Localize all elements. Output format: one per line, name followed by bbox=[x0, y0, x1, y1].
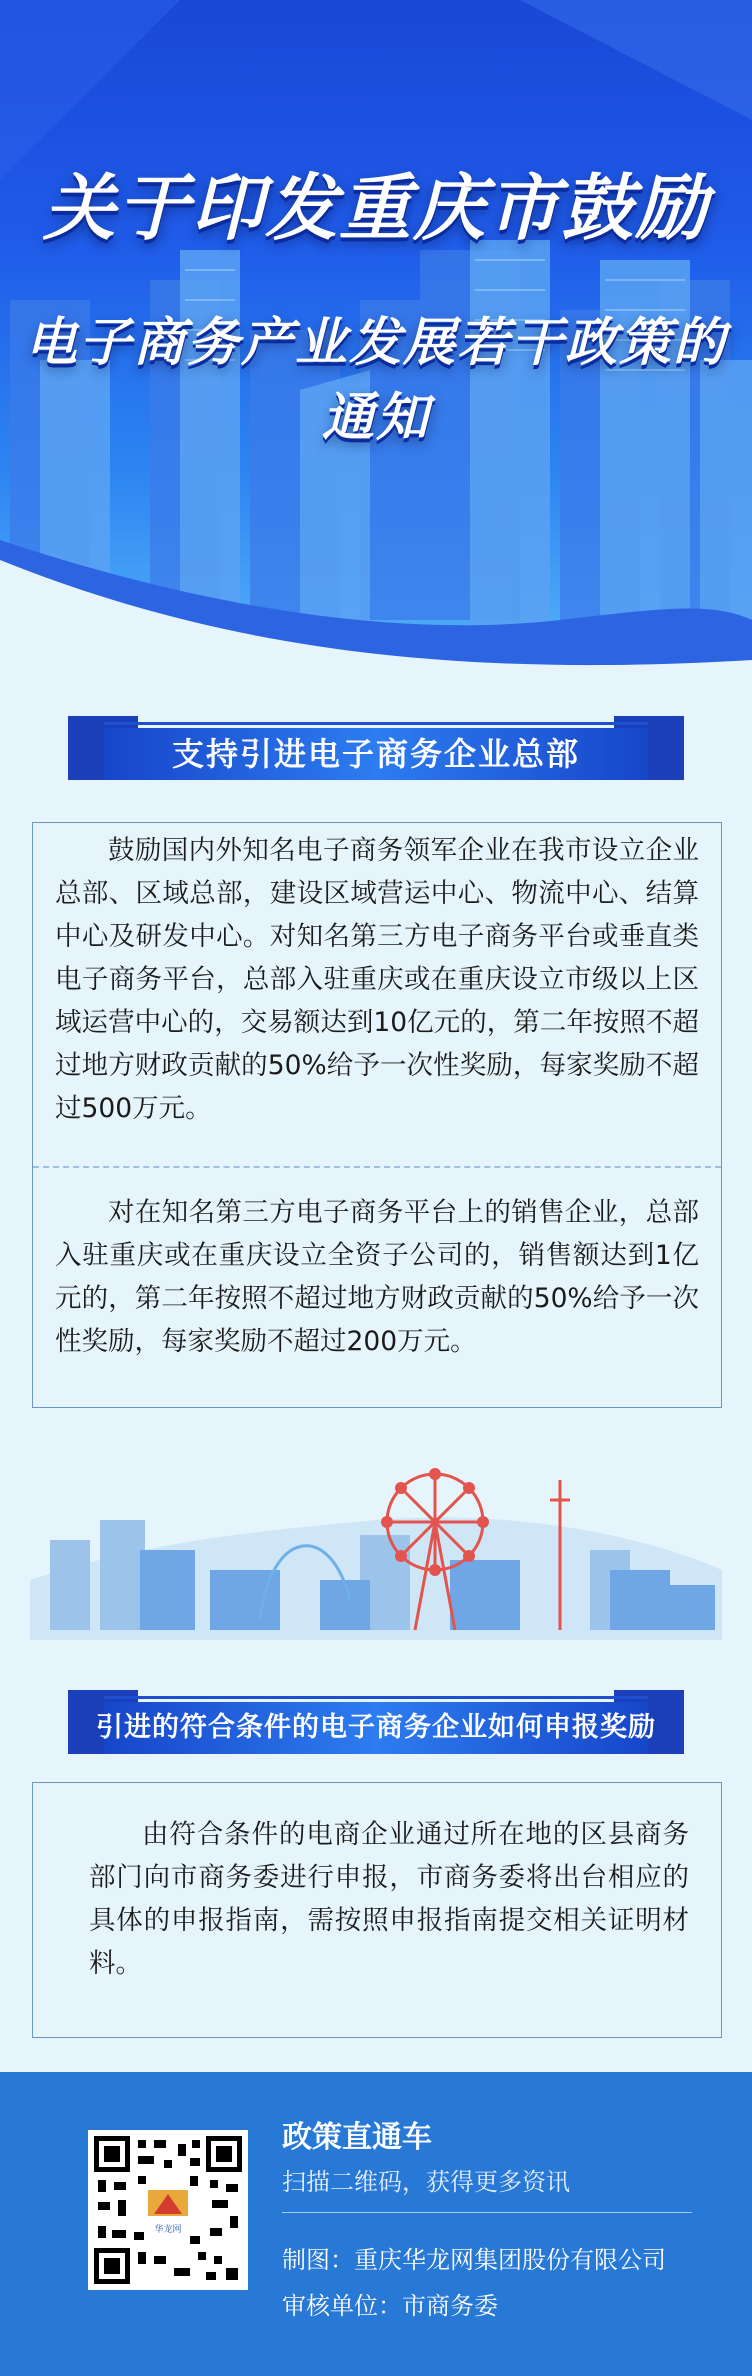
page-title-line2: 电子商务产业发展若干政策的通知 bbox=[24, 313, 727, 448]
section2-paragraph: 由符合条件的电商企业通过所在地的区县商务部门向市商务委进行申报，市商务委将出台相应的具体的申报指南，需按照申报指南提交相关证明材料。 bbox=[89, 1819, 689, 1979]
footer bbox=[0, 2072, 752, 2376]
footer-divider bbox=[282, 2212, 692, 2213]
page-title-line1: 关于印发重庆市鼓励 bbox=[42, 166, 709, 250]
section2-banner-label: 引进的符合条件的电子商务企业如何申报奖励 bbox=[96, 1712, 656, 1743]
section1-banner-label: 支持引进电子商务企业总部 bbox=[171, 735, 580, 773]
qr-code[interactable] bbox=[88, 2130, 248, 2290]
section1-content-box bbox=[32, 822, 722, 1408]
footer-reviewer: 审核单位：市商务委 bbox=[282, 2292, 498, 2320]
footer-subtitle: 扫描二维码，获得更多资讯 bbox=[282, 2168, 570, 2196]
section1-banner bbox=[68, 716, 684, 780]
section1-paragraph1: 鼓励国内外知名电子商务领军企业在我市设立企业总部、区域总部，建设区域营运中心、物流中心、结算中心及研发中心。对知名第三方电子商务平台或垂直类电子商务平台，总部入驻重庆或在重庆设立市级以上区域运营中心的，交易额达到10亿元的，第二年按照不超过地方财政贡献的50%给予一次性奖励，每家奖励不超过500万元。 bbox=[55, 835, 699, 1124]
footer-maker: 制图：重庆华龙网集团股份有限公司 bbox=[282, 2246, 666, 2274]
section2-content-box bbox=[32, 1782, 722, 2038]
dashed-divider bbox=[33, 1166, 721, 1168]
section2-banner bbox=[68, 1690, 684, 1754]
ferris-wheel-illustration bbox=[30, 1460, 722, 1640]
footer-title: 政策直通车 bbox=[282, 2120, 432, 2155]
header-hero bbox=[0, 0, 752, 680]
qr-code-icon bbox=[94, 2136, 242, 2284]
section1-paragraph2: 对在知名第三方电子商务平台上的销售企业，总部入驻重庆或在重庆设立全资子公司的，销售额达到1亿元的，第二年按照不超过地方财政贡献的50%给予一次性奖励，每家奖励不超过200万元。 bbox=[55, 1197, 699, 1357]
qr-logo-text: 华龙网 bbox=[154, 2225, 182, 2235]
